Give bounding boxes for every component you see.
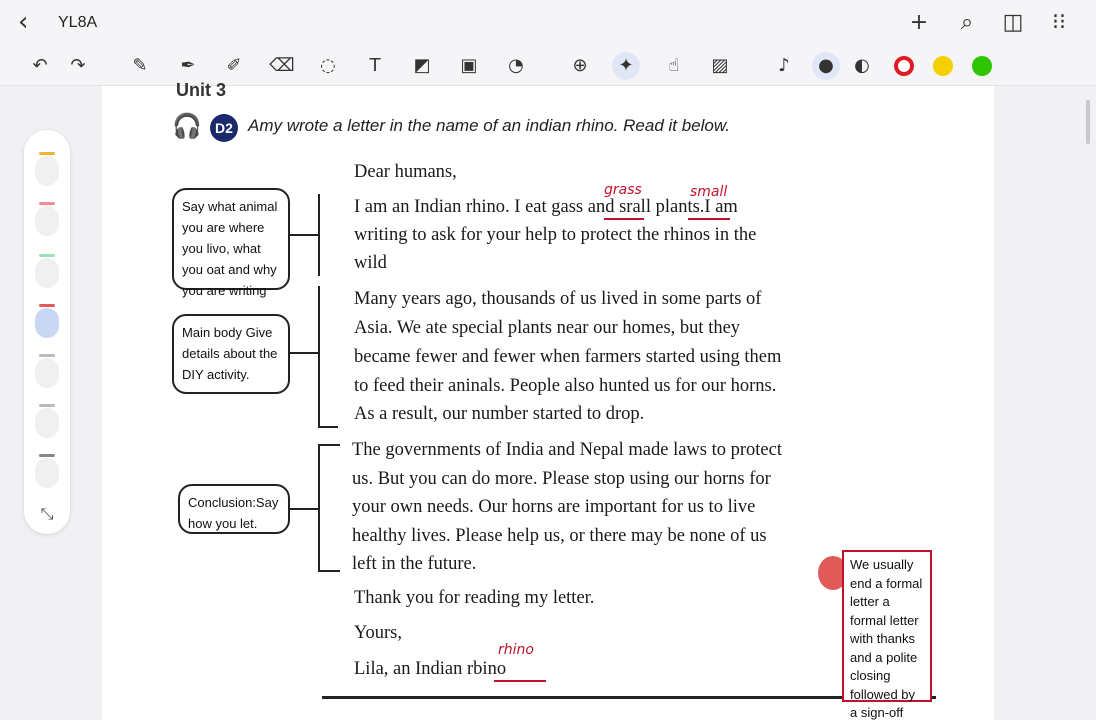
- correction-underline-rhino: [494, 680, 546, 682]
- letter-line: writing to ask for your help to protect the rhinos in the: [354, 225, 757, 245]
- annotation-toolbar: [0, 46, 1096, 86]
- orange-swatch: [39, 152, 55, 155]
- dark-swatch: [39, 454, 55, 457]
- letter-closing: Yours,: [354, 623, 402, 643]
- more-icon[interactable]: ⁝⁝: [1052, 10, 1066, 35]
- margin-note[interactable]: We usually end a formal letter a formal letter with thanks and a polite closing followed by a sign-off: [842, 550, 932, 702]
- shapes-icon[interactable]: ◩: [413, 55, 431, 76]
- connector-conclusion: [290, 508, 318, 510]
- redo-icon[interactable]: ↷: [70, 55, 86, 76]
- letter-line: Many years ago, thousands of us lived in some parts of: [354, 289, 762, 309]
- letter-line: healthy lives. Please help us, or there may be none of us: [352, 526, 767, 546]
- color-black-selected[interactable]: ●: [812, 52, 840, 80]
- instruction-text: Amy wrote a letter in the name of an indian rhino. Read it below.: [248, 116, 730, 135]
- image-icon[interactable]: ▣: [460, 55, 478, 76]
- pen-preset-mint[interactable]: [35, 258, 59, 288]
- pen-preset-gray-1[interactable]: [35, 358, 59, 388]
- scrollbar[interactable]: [1086, 100, 1090, 144]
- microphone-icon[interactable]: ♪: [778, 55, 790, 76]
- red-swatch: [39, 304, 55, 307]
- letter-line: us. But you can do more. Please stop using our horns for: [352, 469, 771, 489]
- letter-line: The governments of India and Nepal made laws to protect: [352, 440, 782, 460]
- correction-small: small: [690, 184, 728, 200]
- bracket-conclusion: [318, 444, 320, 570]
- pen-preset-dark[interactable]: [35, 458, 59, 488]
- color-gray-icon[interactable]: ◐: [854, 55, 870, 76]
- correction-grass: grass: [604, 182, 642, 198]
- bracket-intro: [318, 194, 320, 276]
- misspelled-word-gass: gass: [551, 197, 584, 217]
- unit-label: Unit 3: [176, 80, 227, 100]
- sidebar-toggle-icon[interactable]: ◫: [1002, 10, 1024, 35]
- pen-preset-gray-2[interactable]: [35, 408, 59, 438]
- sticker-icon[interactable]: ◔: [508, 55, 524, 76]
- bracket-main-body-end: [318, 426, 338, 428]
- letter-line: Asia. We ate special plants near our homes, but they: [354, 318, 741, 338]
- hand-icon[interactable]: ☝: [668, 55, 680, 76]
- letter-greeting: Dear humans,: [354, 162, 457, 182]
- lasso-icon[interactable]: ◌: [320, 55, 336, 76]
- highlighter-icon[interactable]: ✐: [226, 55, 242, 76]
- correction-underline-small: [688, 218, 730, 220]
- misspelled-word-rbino: rbino: [467, 659, 507, 679]
- bracket-main-body: [318, 286, 320, 428]
- side-note-intro: Say what animal you are where you livo, what you oat and why you are writing: [172, 188, 290, 290]
- letter-line: As a result, our number started to drop.: [354, 404, 645, 424]
- letter-signature: [354, 659, 506, 680]
- bracket-conclusion-start: [318, 444, 340, 446]
- side-note-main-body: Main body Give details about the DIY activity.: [172, 314, 290, 394]
- letter-text: and: [587, 197, 615, 217]
- laser-pointer-icon[interactable]: ✦: [612, 52, 640, 80]
- gray-swatch: [39, 404, 55, 407]
- correction-rhino: rhino: [498, 642, 534, 658]
- letter-line: left in the future.: [352, 554, 477, 574]
- document-title: YL8A: [58, 14, 98, 31]
- pen-preset-orange[interactable]: [35, 156, 59, 186]
- eraser-icon[interactable]: ⌫: [269, 55, 295, 76]
- letter-text: plants.I am: [655, 197, 738, 217]
- search-icon[interactable]: ⌕: [960, 10, 974, 35]
- headphones-icon: 🎧: [172, 112, 202, 140]
- letter-thanks: Thank you for reading my letter.: [354, 588, 595, 608]
- exercise-badge: D2: [210, 114, 238, 142]
- pen-icon[interactable]: ✎: [132, 55, 148, 76]
- pattern-icon[interactable]: ▨: [711, 55, 729, 76]
- side-note-conclusion: Conclusion:Say how you let.: [178, 484, 290, 534]
- mint-swatch: [39, 254, 55, 257]
- signature-text: Lila, an Indian: [354, 659, 463, 679]
- undo-icon[interactable]: ↶: [32, 55, 48, 76]
- color-yellow-swatch[interactable]: [933, 56, 953, 76]
- top-bar: [0, 0, 1096, 46]
- add-icon[interactable]: +: [909, 10, 929, 35]
- letter-line: wild: [354, 253, 387, 273]
- letter-line: became fewer and fewer when farmers started using them: [354, 347, 782, 367]
- connector-intro: [290, 234, 318, 236]
- document-page: [102, 80, 994, 720]
- pen-palette: [24, 130, 70, 534]
- gray-swatch: [39, 354, 55, 357]
- connector-main-body: [290, 352, 318, 354]
- pink-swatch: [39, 202, 55, 205]
- pen-preset-red-selected[interactable]: [35, 308, 59, 338]
- correction-underline-grass: [604, 218, 644, 220]
- letter-line: [354, 197, 738, 218]
- color-green-swatch[interactable]: [972, 56, 992, 76]
- collapse-icon[interactable]: ⤡: [40, 504, 54, 523]
- pen-preset-pink[interactable]: [35, 206, 59, 236]
- text-icon[interactable]: T: [369, 55, 381, 76]
- misspelled-word-srall: srall: [619, 197, 651, 217]
- back-chevron-icon[interactable]: ‹: [18, 7, 29, 37]
- letter-line: your own needs. Our horns are important for us to live: [352, 497, 756, 517]
- color-red-swatch[interactable]: [894, 56, 914, 76]
- bracket-conclusion-end: [318, 570, 340, 572]
- letter-text: I am an Indian rhino. I eat: [354, 197, 547, 217]
- zoom-icon[interactable]: ⊕: [572, 55, 588, 76]
- fountain-pen-icon[interactable]: ✒: [180, 55, 196, 76]
- letter-line: to feed their aninals. People also hunted us for our horns.: [354, 376, 777, 396]
